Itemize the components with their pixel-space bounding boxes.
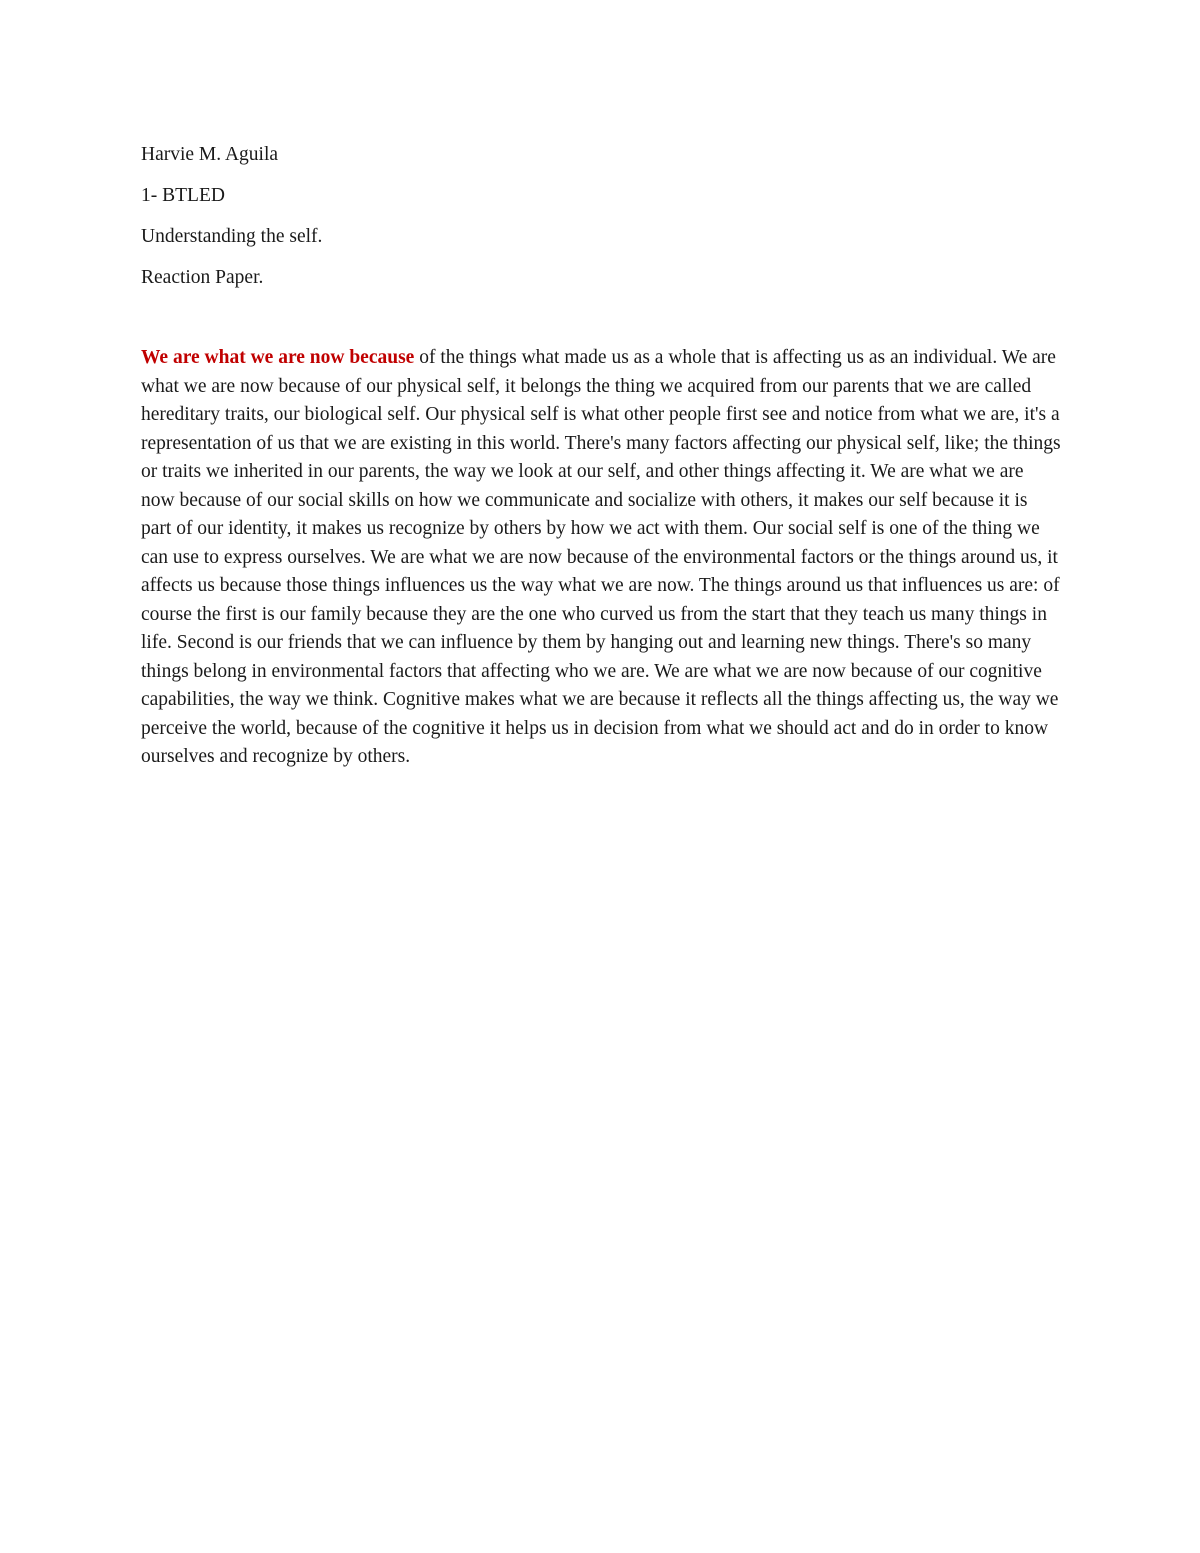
paper-type-line: Reaction Paper. [141,267,264,288]
author-name: Harvie M. Aguila [141,144,279,165]
document-content [141,141,1061,772]
body-paragraph [141,344,1061,772]
lead-phrase: We are what we are now because [141,347,415,368]
body-text: of the things what made us as a whole that is affecting us as an individual. We are what we are now because of our physical self, it belongs the thing we acquired from our parents that we are called hereditary traits, our biological self. Our physical self is what other people first see and notice from what we are, it's a representation of us that we are existing in this world. There's many factors affecting our physical self, like; the things or traits we inherited in our parents, the way we look at our self, and other things affecting it. We are what we are now because of our social skills on how we communicate and socialize with others, it makes our self because it is part of our identity, it makes us recognize by others by how we act with them. Our social self is one of the thing we can use to express ourselves. We are what we are now because of the environmental factors or the things around us, it affects us because those things influences us the way what we are now. The things around us that influences us are: of course the first is our family because they are the one who curved us from the start that they teach us many things in life. Second is our friends that we can influence by them by hanging out and learning new things. There's so many things belong in environmental factors that affecting who we are. We are what we are now because of our cognitive capabilities, the way we think. Cognitive makes what we are because it reflects all the things affecting us, the way we perceive the world, because of the cognitive it helps us in decision from what we should act and do in order to know ourselves and recognize by others. [141,347,1061,767]
subject-line: Understanding the self. [141,226,323,247]
course-line: 1- BTLED [141,185,225,206]
